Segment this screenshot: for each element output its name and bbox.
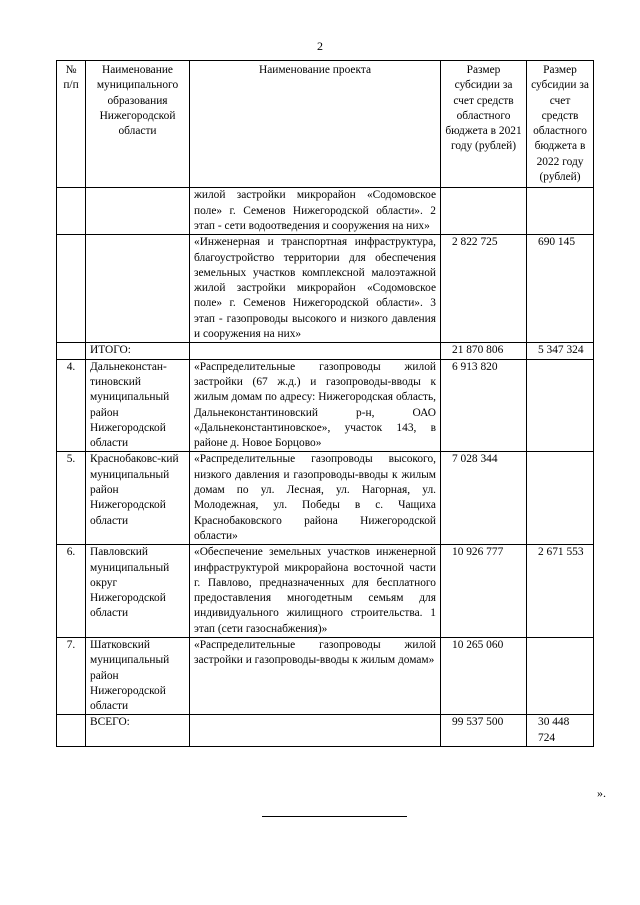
row-sum-2022: 2 671 553	[527, 545, 594, 638]
row-municipality: ИТОГО:	[86, 343, 190, 359]
row-sum-2021: 10 265 060	[441, 637, 527, 714]
table-row	[57, 235, 594, 343]
row-sum-2021: 99 537 500	[441, 715, 527, 747]
row-municipality: Краснобаковс-кий муниципальный район Нижегородской области	[86, 452, 190, 545]
table-row	[57, 343, 594, 359]
row-num	[57, 235, 86, 343]
header-num: № п/п	[57, 61, 86, 188]
table-row	[57, 452, 594, 545]
closing-quote-mark: ».	[597, 786, 606, 800]
row-municipality: Павловский муниципальный округ Нижегородской области	[86, 545, 190, 638]
row-sum-2021	[441, 188, 527, 235]
row-project: «Распределительные газопроводы жилой застройки (67 ж.д.) и газопроводы-вводы к жилым домам по адресу: Нижегородская область, Дальнеконстантиновский р-н, ОАО «Дальнеконстантиновское», участок 143, в районе д. Новое Борцово»	[190, 359, 441, 452]
row-num: 7.	[57, 637, 86, 714]
row-sum-2022: 690 145	[527, 235, 594, 343]
header-municipality: Наименование муниципального образования Нижегородской области	[86, 61, 190, 188]
row-num	[57, 188, 86, 235]
header-subsidy-2021: Размер субсидии за счет средств областного бюджета в 2021 году (рублей)	[441, 61, 527, 188]
row-sum-2022	[527, 188, 594, 235]
row-sum-2021: 2 822 725	[441, 235, 527, 343]
row-sum-2022: 30 448 724	[527, 715, 594, 747]
row-sum-2022	[527, 359, 594, 452]
row-sum-2021: 7 028 344	[441, 452, 527, 545]
table-row	[57, 545, 594, 638]
footer-rule	[262, 816, 407, 817]
row-municipality: ВСЕГО:	[86, 715, 190, 747]
row-num: 5.	[57, 452, 86, 545]
row-project: «Обеспечение земельных участков инженерной инфраструктурой микрорайона восточной части г. Павлово, предназначенных для бесплатного предоставления многодетным семьям для индивидуального жилищного строительства. 1 этап (сети газоснабжения)»	[190, 545, 441, 638]
row-project: «Распределительные газопроводы высокого, низкого давления и газопроводы-вводы к жилым домам по ул. Лесная, ул. Нагорная, ул. Молодежная, ул. Победы в с. Чащиха Краснобаковского района Нижегородской области»	[190, 452, 441, 545]
row-sum-2022	[527, 637, 594, 714]
row-project	[190, 343, 441, 359]
row-num: 6.	[57, 545, 86, 638]
row-num: 4.	[57, 359, 86, 452]
table-row	[57, 188, 594, 235]
table-header-row	[57, 61, 594, 188]
row-municipality	[86, 188, 190, 235]
row-num	[57, 715, 86, 747]
row-municipality	[86, 235, 190, 343]
page-number: 2	[317, 39, 323, 53]
table-row	[57, 715, 594, 747]
row-municipality: Дальнеконстан-тиновский муниципальный район Нижегородской области	[86, 359, 190, 452]
row-municipality: Шатковский муниципальный район Нижегородской области	[86, 637, 190, 714]
header-project: Наименование проекта	[190, 61, 441, 188]
row-project	[190, 715, 441, 747]
row-num	[57, 343, 86, 359]
row-sum-2021: 6 913 820	[441, 359, 527, 452]
table-row	[57, 637, 594, 714]
table-row	[57, 359, 594, 452]
row-sum-2021: 10 926 777	[441, 545, 527, 638]
row-project: жилой застройки микрорайон «Содомовское поле» г. Семенов Нижегородской области». 2 этап - сети водоотведения и сооружения на них»	[190, 188, 441, 235]
row-sum-2021: 21 870 806	[441, 343, 527, 359]
row-project: «Распределительные газопроводы жилой застройки и газопроводы-вводы к жилым домам»	[190, 637, 441, 714]
row-sum-2022: 5 347 324	[527, 343, 594, 359]
header-subsidy-2022: Размер субсидии за счет средств областного бюджета в 2022 году (рублей)	[527, 61, 594, 188]
row-project: «Инженерная и транспортная инфраструктура, благоустройство территории для обеспечения земельных участков комплексной малоэтажной жилой застройки микрорайон «Содомовское поле» г. Семенов Нижегородской области». 3 этап - газопроводы высокого и низкого давления и сооружения на них»	[190, 235, 441, 343]
subsidy-table	[56, 60, 594, 747]
row-sum-2022	[527, 452, 594, 545]
